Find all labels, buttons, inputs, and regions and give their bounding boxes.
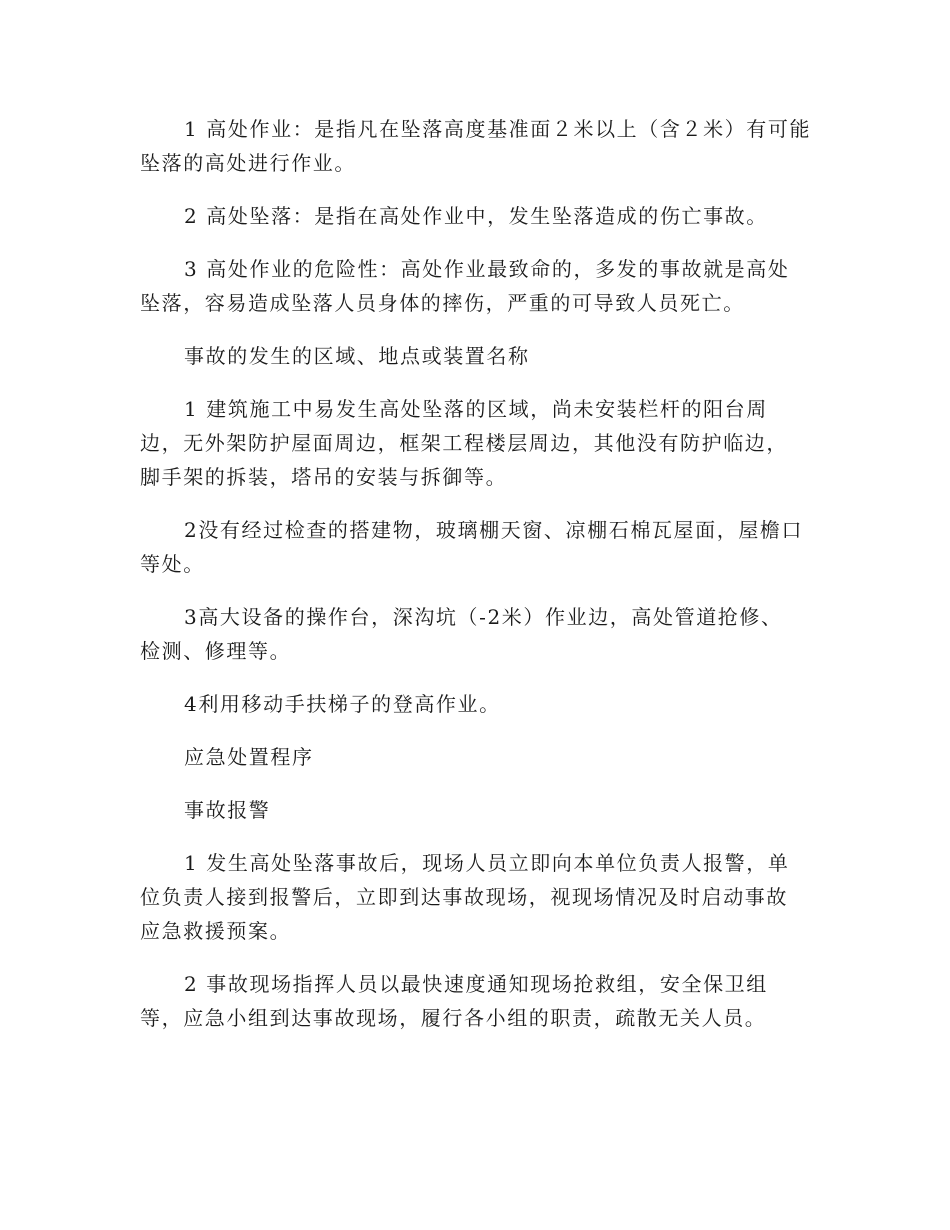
paragraph-location-2: 2没有经过检查的搭建物，玻璃棚天窗、凉棚石棉瓦屋面，屋檐口 等处。 (140, 518, 804, 576)
section-heading-locations: 事故的发生的区域、地点或装置名称 (184, 344, 530, 368)
paragraph-danger: 3 高处作业的危险性：高处作业最致命的，多发的事故就是高处 坠落，容易造成坠落人员身体的摔伤，严重的可导致人员死亡。 (140, 257, 790, 315)
document-body (140, 112, 812, 1054)
paragraph-definition-high-work: 1 高处作业：是指凡在坠落高度基准面２米以上（含２米）有可能 坠落的高处进行作业。 (140, 117, 812, 175)
paragraph-location-3: 3高大设备的操作台，深沟坑（-2米）作业边，高处管道抢修、 检测、修理等。 (140, 605, 783, 663)
section-heading-emergency: 应急处置程序 (184, 745, 314, 769)
paragraph-location-4: 4利用移动手扶梯子的登高作业。 (184, 692, 501, 716)
paragraph-alarm-2: 2 事故现场指挥人员以最快速度通知现场抢救组，安全保卫组 等，应急小组到达事故现场，履行各小组的职责，疏散无关人员。 (140, 972, 768, 1030)
paragraph-definition-fall: 2 高处坠落：是指在高处作业中，发生坠落造成的伤亡事故。 (184, 204, 768, 228)
section-heading-alarm: 事故报警 (184, 798, 271, 822)
paragraph-alarm-1: 1 发生高处坠落事故后，现场人员立即向本单位负责人报警，单 位负责人接到报警后，立即到达事故现场，视现场情况及时启动事故 应急救援预案。 (140, 851, 790, 943)
paragraph-location-1: 1 建筑施工中易发生高处坠落的区域，尚未安装栏杆的阳台周 边，无外架防护屋面周边，框架工程楼层周边，其他没有防护临边， 脚手架的拆装，塔吊的安装与拆御等。 (140, 397, 788, 489)
